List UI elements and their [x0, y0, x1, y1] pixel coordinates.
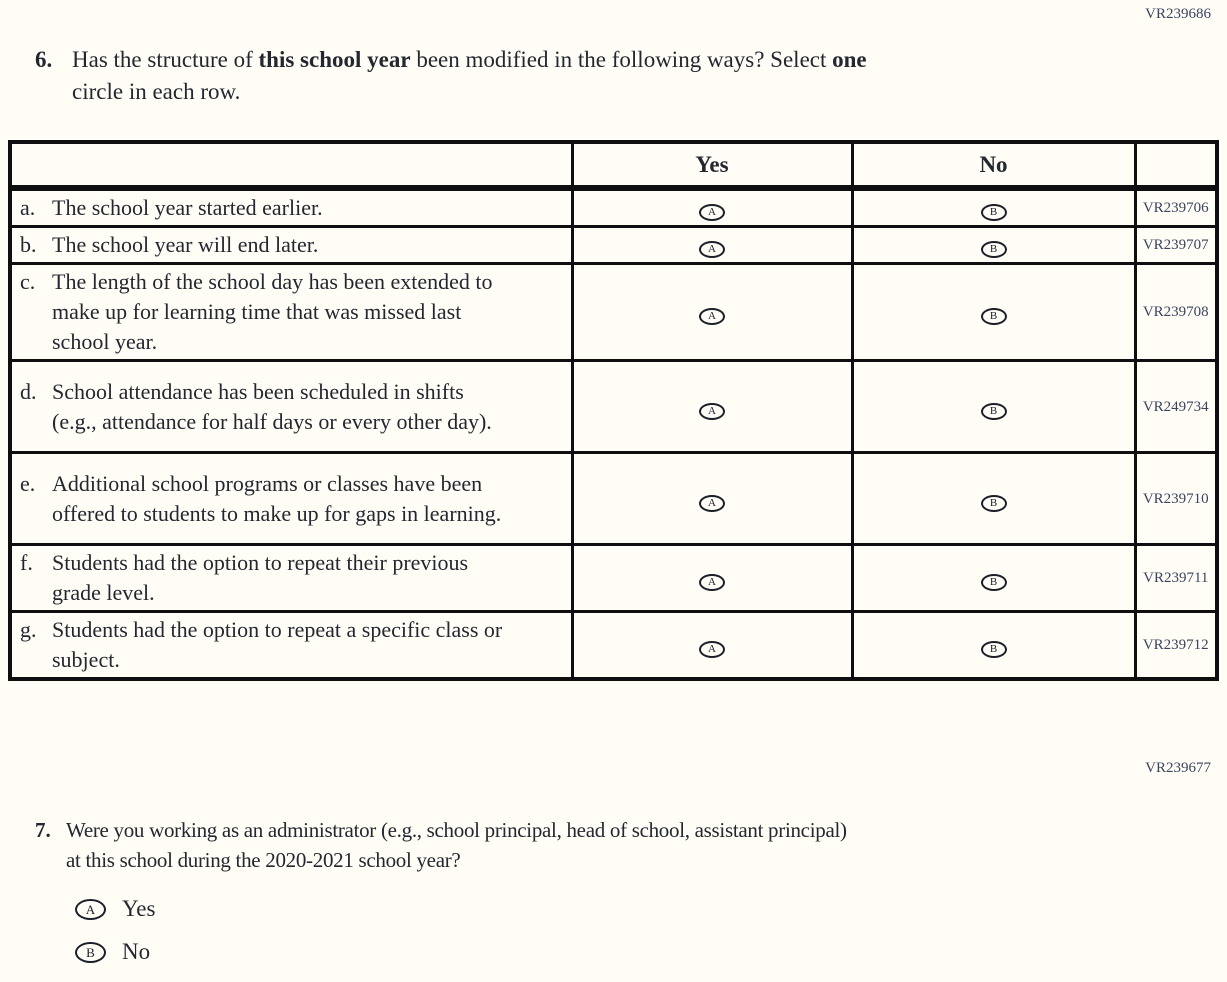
row-e-description-cell — [10, 453, 572, 545]
row-text: The length of the school day has been extended to make up for learning time that was missed last school year. — [52, 269, 493, 354]
row-e-yes-cell — [572, 453, 852, 545]
question-7 — [35, 815, 1175, 875]
row-b-yes-cell — [572, 227, 852, 264]
row-a-no-cell — [852, 189, 1135, 227]
question-6-text-part: been modified in the following ways? Select — [410, 47, 833, 72]
header-item-cell — [10, 142, 572, 186]
question-6 — [35, 44, 1155, 108]
header-yes-cell: Yes — [572, 142, 852, 186]
row-letter: f. — [20, 550, 33, 575]
row-letter: b. — [20, 232, 37, 257]
row-d-yes-cell — [572, 361, 852, 453]
table-header-row — [10, 142, 1217, 186]
table-row-d — [10, 361, 1217, 453]
row-letter: a. — [20, 195, 36, 220]
row-g-vr-code: VR239712 — [1135, 612, 1217, 680]
row-g-description-cell — [10, 612, 572, 680]
row-d-description-cell — [10, 361, 572, 453]
row-text: Students had the option to repeat their previous grade level. — [52, 550, 469, 605]
option-label-yes: Yes — [122, 896, 156, 921]
question-7-options — [75, 896, 155, 982]
page-vr-code: VR239686 — [1145, 6, 1211, 22]
row-c-vr-code: VR239708 — [1135, 264, 1217, 361]
header-no-cell: No — [852, 142, 1135, 186]
question-7-number: 7. — [35, 818, 51, 842]
row-b-no-cell — [852, 227, 1135, 264]
row-text: The school year will end later. — [52, 232, 319, 257]
question-6-number: 6. — [35, 47, 53, 72]
row-e-no-cell — [852, 453, 1135, 545]
question-7-text-line2: at this school during the 2020-2021 school year? — [66, 848, 461, 872]
response-bubble-a[interactable]: A — [699, 204, 725, 221]
question-6-bold-phrase: one — [832, 47, 867, 72]
response-bubble-a[interactable]: A — [699, 308, 725, 325]
row-f-vr-code: VR239711 — [1135, 545, 1217, 612]
row-f-description-cell — [10, 545, 572, 612]
table-row-e — [10, 453, 1217, 545]
question-6-response-table — [8, 140, 1219, 681]
table-row-g — [10, 612, 1217, 680]
response-bubble-b[interactable]: B — [981, 204, 1007, 221]
row-f-no-cell — [852, 545, 1135, 612]
question-7-text — [66, 815, 847, 875]
section-vr-code: VR239677 — [1145, 760, 1211, 776]
row-letter: c. — [20, 269, 36, 294]
question-6-text-part: Has the structure of — [72, 47, 259, 72]
question-7-option-yes — [75, 896, 155, 922]
response-bubble-a[interactable]: A — [699, 641, 725, 658]
response-bubble-b[interactable]: B — [75, 942, 106, 963]
row-c-yes-cell — [572, 264, 852, 361]
response-bubble-b[interactable]: B — [981, 403, 1007, 420]
question-6-text — [72, 44, 867, 108]
response-bubble-a[interactable]: A — [699, 574, 725, 591]
row-g-no-cell — [852, 612, 1135, 680]
row-a-description-cell — [10, 189, 572, 227]
question-7-option-no — [75, 939, 155, 965]
row-a-vr-code: VR239706 — [1135, 189, 1217, 227]
row-a-yes-cell — [572, 189, 852, 227]
response-bubble-b[interactable]: B — [981, 495, 1007, 512]
row-text: Students had the option to repeat a specific class or subject. — [52, 617, 503, 672]
table-row-f — [10, 545, 1217, 612]
question-6-bold-phrase: this school year — [258, 47, 411, 72]
question-6-text-line2: circle in each row. — [72, 79, 241, 104]
response-bubble-b[interactable]: B — [981, 241, 1007, 258]
row-c-no-cell — [852, 264, 1135, 361]
response-bubble-a[interactable]: A — [699, 495, 725, 512]
response-bubble-a[interactable]: A — [75, 899, 106, 920]
row-text: School attendance has been scheduled in shifts (e.g., attendance for half days or every other day). — [52, 378, 492, 434]
row-d-vr-code: VR249734 — [1135, 361, 1217, 453]
row-c-description-cell — [10, 264, 572, 361]
row-e-vr-code: VR239710 — [1135, 453, 1217, 545]
table-row-b — [10, 227, 1217, 264]
table-row-a — [10, 189, 1217, 227]
response-bubble-b[interactable]: B — [981, 574, 1007, 591]
option-label-no: No — [122, 939, 151, 964]
response-bubble-b[interactable]: B — [981, 308, 1007, 325]
row-text: Additional school programs or classes have been offered to students to make up for gaps in learning. — [52, 470, 502, 526]
row-g-yes-cell — [572, 612, 852, 680]
response-bubble-a[interactable]: A — [699, 403, 725, 420]
row-text: The school year started earlier. — [52, 195, 323, 220]
row-letter: g. — [20, 617, 37, 642]
row-d-no-cell — [852, 361, 1135, 453]
row-b-description-cell — [10, 227, 572, 264]
question-7-text-line1: Were you working as an administrator (e.g., school principal, head of school, assistant principal) — [66, 818, 847, 842]
table-row-c — [10, 264, 1217, 361]
row-letter: d. — [20, 378, 37, 404]
row-f-yes-cell — [572, 545, 852, 612]
response-bubble-b[interactable]: B — [981, 641, 1007, 658]
row-b-vr-code: VR239707 — [1135, 227, 1217, 264]
row-letter: e. — [20, 470, 36, 496]
response-bubble-a[interactable]: A — [699, 241, 725, 258]
header-code-cell — [1135, 142, 1217, 186]
